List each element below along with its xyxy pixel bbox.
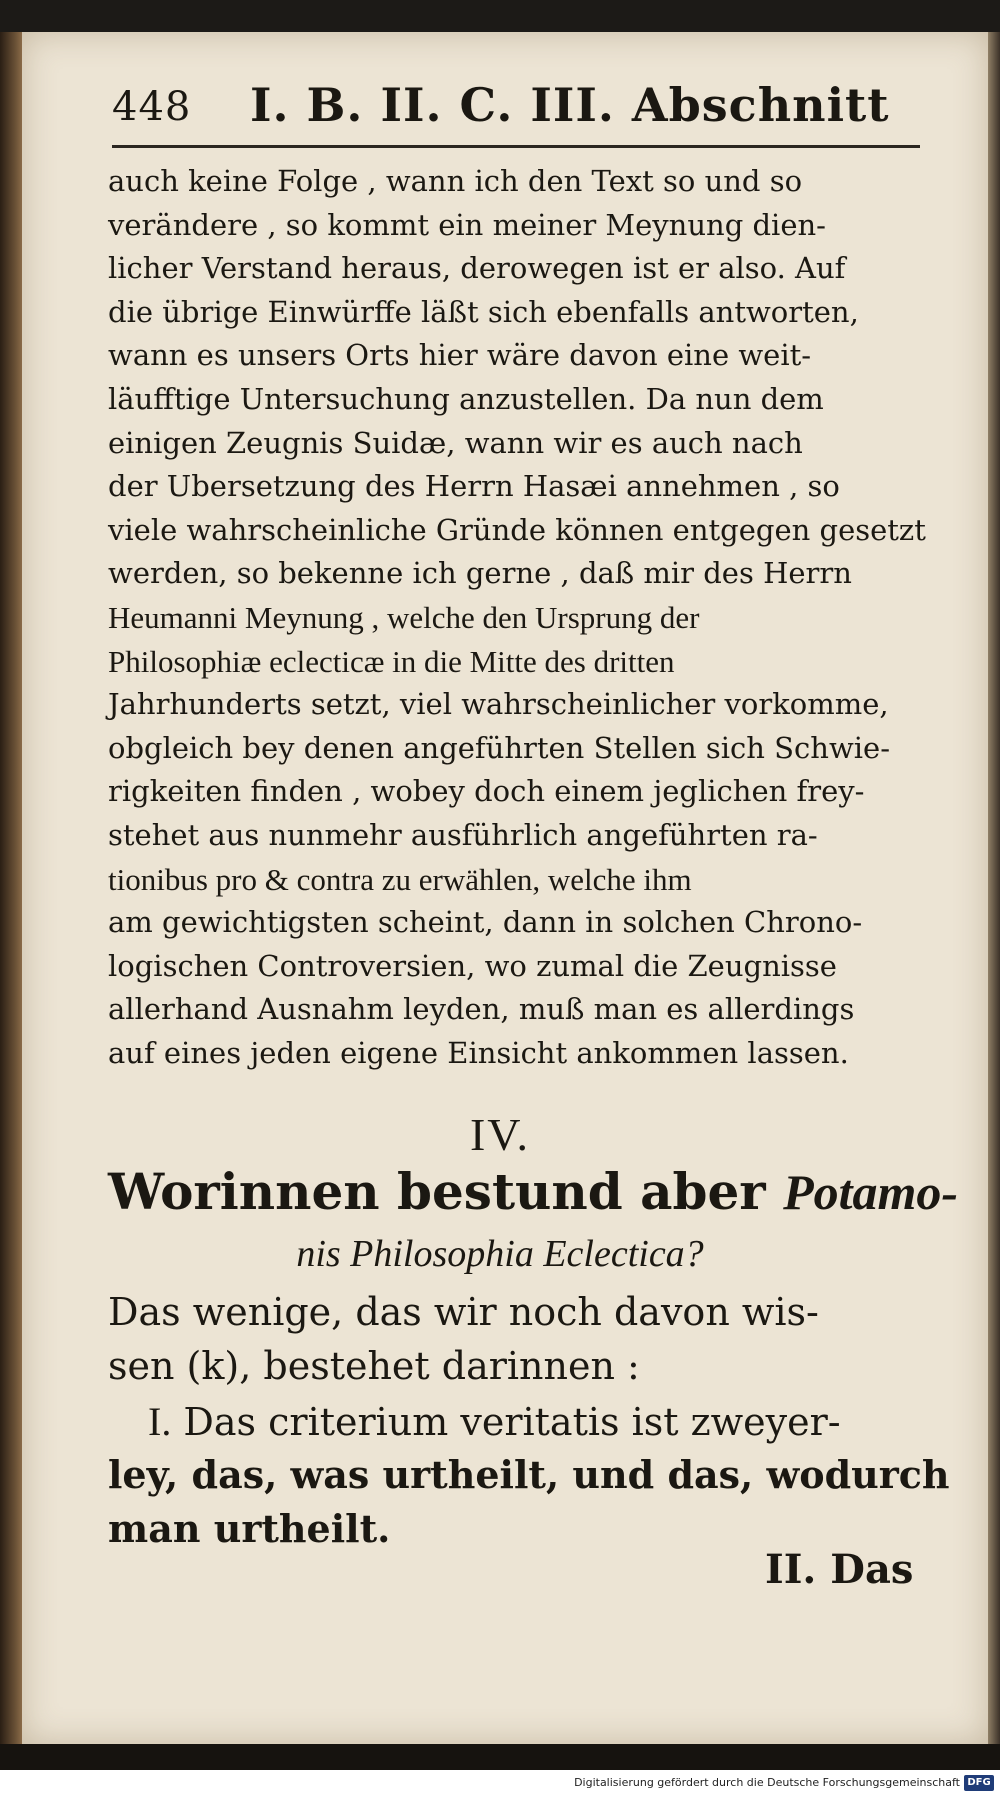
text-line: obgleich bey denen angeführten Stellen sich Schwie- [108, 730, 891, 765]
digitization-credit: Digitalisierung gefördert durch die Deutsche Forschungsgemeinschaft [574, 1776, 960, 1789]
text-line: viele wahrscheinliche Gründe können entgegen gesetzt [108, 512, 926, 547]
point-one [148, 1398, 841, 1445]
page-number: 448 [112, 84, 192, 130]
text-line: werden, so bekenne ich gerne , daß mir des Herrn [108, 556, 852, 591]
section-heading [108, 1162, 959, 1221]
text-line: auch keine Folge , wann ich den Text so und so [108, 164, 803, 198]
text-line: die übrige Einwürffe läßt sich ebenfalls antworten, [108, 294, 859, 329]
body-text [108, 160, 938, 1075]
text-line: wann es unsers Orts hier wäre davon eine weit- [108, 338, 812, 373]
page-fore-edge [988, 32, 1000, 1744]
text-line: läufftige Untersuchung anzustellen. Da nun dem [108, 381, 824, 416]
text-line: Heumanni Meynung , welche den Ursprung der [108, 599, 700, 635]
text-line: auf eines jeden eigene Einsicht ankommen lassen. [108, 1035, 849, 1070]
section-heading-continued: nis Philosophia Eclectica? [296, 1233, 704, 1275]
text-line: licher Verstand heraus, derowegen ist er also. Auf [108, 251, 846, 286]
header-rule [112, 145, 920, 148]
text-line: rigkeiten finden , wobey doch einem jeglichen frey- [108, 774, 865, 809]
text-line: verändere , so kommt ein meiner Meynung dien- [108, 207, 826, 242]
lead-line: Das wenige, das wir noch davon wis- [108, 1290, 819, 1334]
point-text: Das criterium veritatis ist zweyer- [183, 1400, 841, 1444]
point-numeral: I. [148, 1399, 172, 1444]
text-line: tionibus pro & contra zu erwählen, welche ihm [108, 861, 692, 897]
text-line: stehet aus nunmehr ausführlich angeführten ra- [108, 817, 818, 852]
catchword: II. Das [765, 1546, 914, 1593]
section-heading-italic: Potamo- [783, 1164, 959, 1220]
point-one-line: man urtheilt. [108, 1506, 391, 1551]
text-line: logischen Controversien, wo zumal die Zeugnisse [108, 948, 837, 983]
point-one-line: ley, das, was urtheilt, und das, wodurch [108, 1452, 950, 1497]
running-head [112, 78, 922, 138]
text-line: Jahrhunderts setzt, viel wahrscheinlicher vorkomme, [108, 687, 889, 722]
scan-bottom-band [0, 1744, 1000, 1770]
text-line: am gewichtigsten scheint, dann in solchen Chrono- [108, 905, 863, 940]
text-line: Philosophiæ eclecticæ in die Mitte des dritten [108, 643, 675, 679]
text-line: allerhand Ausnahm leyden, muß man es allerdings [108, 992, 855, 1027]
section-heading-fraktur: Worinnen bestund aber [108, 1162, 766, 1221]
dfg-logo: DFG [964, 1775, 994, 1791]
running-head-title: I. B. II. C. III. Abschnitt [250, 78, 890, 132]
section-number: IV. [469, 1109, 531, 1160]
text-line: einigen Zeugnis Suidæ, wann wir es auch nach [108, 425, 803, 460]
text-line: der Ubersetzung des Herrn Hasæi annehmen , so [108, 469, 840, 504]
book-spine-edge [0, 32, 22, 1744]
lead-line: sen (k), bestehet darinnen : [108, 1344, 640, 1388]
